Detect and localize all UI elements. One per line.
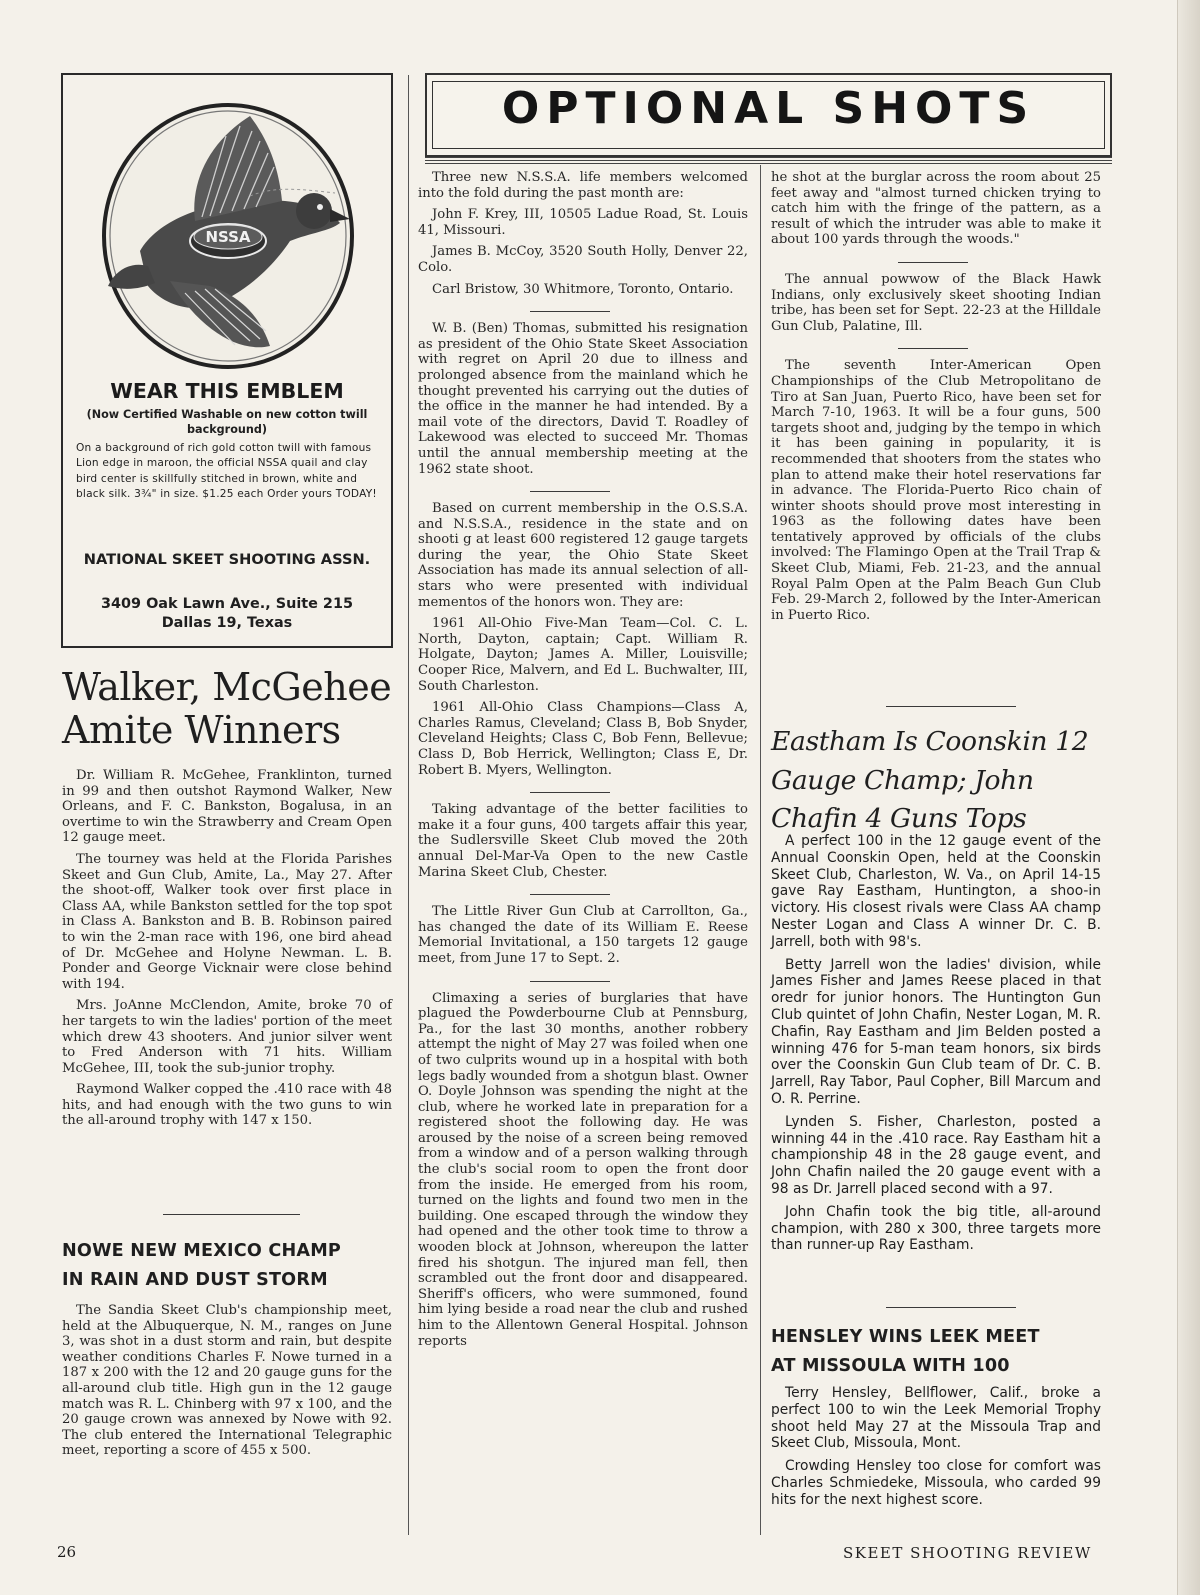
page-edge [1177,0,1200,1595]
divider-wrap [418,483,748,501]
inter-american-item: The seventh Inter-American Open Championships of the Club Metropolitano de Tiro at San Juan, Puerto Rico, have been set for March 7-10, 1963. It will be a four guns, 500 targets shoot and, judging by the tempo in which it has been gaining in popularity, it is recommended that shooters from the states who plan to attend make their hotel reservations far in advance. The Florida-Puerto Rico chain of winter shoots should prove most interesting in 1963 as the following dates have been tentatively approved by officials of the clubs involved: The Flamingo Open at the Trail Trap & Skeet Club, Miami, Feb. 21-23, and the annual Royal Palm Open at the Palm Beach Gun Club Feb. 29-March 2, followed by the Inter-American in Puerto Rico. [771,358,1101,623]
walker-paragraph: The tourney was held at the Florida Parishes Skeet and Gun Club, Amite, La., May 27. After the shoot-off, Walker took over first place in Class AA, while Bankston settled for the top spot in Class A. Bankston and B. B. Robinson paired to win the 2-man race with 196, one bird ahead of Dr. McGehee and Holyne Newman. L. B. Ponder and George Vicknair were close behind with 194. [62,851,392,992]
nowe-headline [62,1237,402,1295]
magazine-name: SKEET SHOOTING REVIEW [843,1544,1092,1562]
ad-title: WEAR THIS EMBLEM [110,379,344,403]
hensley-headline-line1: HENSLEY WINS LEEK MEET [771,1327,1040,1347]
life-member: James B. McCoy, 3520 South Holly, Denver 22, Colo. [418,244,748,275]
eastham-paragraph: Betty Jarrell won the ladies' division, while James Fisher and James Reese placed in that oredr for junior honors. The Huntington Gun Club quintet of John Chafin, Nester Logan, M. R. Chafin, Ray Eastham and Jim Belden posted a winning 476 for 5-man team honors, six birds over the Coonskin Gun Club team of Dr. C. B. Jarrell, Ray Tabor, Paul Copher, Bill Marcum and O. R. Perrine. [771,956,1101,1107]
section-divider [163,1214,300,1215]
optional-shots-banner [425,73,1112,157]
hensley-headline [771,1323,1111,1381]
divider-wrap [418,784,748,802]
item-divider [530,491,610,492]
eastham-paragraph: A perfect 100 in the 12 gauge event of the Annual Coonskin Open, held at the Coonskin Skeet Club, Charleston, W. Va., on April 14-15 gave Ray Eastham, Huntington, a shoo-in victory. His closest rivals were Class AA champ Nester Logan and Class A winner Dr. C. B. Jarrell, both with 98's. [771,833,1101,950]
divider-wrap [418,886,748,904]
item-divider [898,262,968,263]
life-members-intro: Three new N.S.S.A. life members welcomed into the fold during the past month are: [418,170,748,201]
eastham-paragraph: Lynden S. Fisher, Charleston, posted a winning 44 in the .410 race. Ray Eastham hit a championship 48 in the 28 gauge event, and John Chafin nailed the 20 gauge event with a 98 as Dr. Jarrell placed second with a 97. [771,1113,1101,1197]
item-divider [530,894,610,895]
item-divider [530,981,610,982]
black-hawk-item: The annual powwow of the Black Hawk Indians, only exclusively skeet shooting Indian tribe, has been set for Sept. 22-23 at the Hilldale Gun Club, Palatine, Ill. [771,271,1101,334]
item-divider [898,348,968,349]
burglary-item: Climaxing a series of burglaries that have plagued the Powderbourne Club at Pennsburg, Pa., for the last 30 months, another robbery attempt the night of May 27 was foiled when one of two culprits wound up in a hospital with both legs badly wounded from a shotgun blast. Owner O. Doyle Johnson was spending the night at the club, where he worked late in preparation for a registered shoot the following day. He was aroused by the noise of a screen being removed from a window and of a person walking through the club's social room to open the front door from the inside. He emerged from his room, turned on the lights and found two men in the building. One escaped through the window they had opened and the other took time to throw a wooden block at Johnson, whereupon the latter fired his shotgun. The injured man fell, then scrambled out the front door and disappeared. Sheriff's officers, who were summoned, found him lying beside a road near the club and rushed him to the Allentown General Hospital. Johnson reports [418,990,748,1349]
page-number: 26 [57,1543,77,1561]
optional-shots-column-2 [771,170,1101,629]
banner-title: OPTIONAL SHOTS [501,83,1036,134]
allstars-class: 1961 All-Ohio Class Champions—Class A, Charles Ramus, Cleveland; Class B, Bob Snyder, Cleveland Heights; Class C, Bob Fenn, Bellevue; Class D, Bob Herrick, Wellington; Class E, Dr. Robert B. Myers, Wellington. [418,700,748,778]
nowe-headline-line1: NOWE NEW MEXICO CHAMP [62,1241,341,1261]
walker-paragraph: Dr. William R. McGehee, Franklinton, turned in 99 and then outshot Raymond Walker, New Orleans, and F. C. Bankston, Bogalusa, in an overtime to win the Strawberry and Cream Open 12 gauge meet. [62,768,392,846]
divider-wrap [418,303,748,321]
little-river-item: The Little River Gun Club at Carrollton, Ga., has changed the date of its William E. Reese Memorial Invitational, a 150 targets 12 gauge meet, from June 17 to Sept. 2. [418,904,748,966]
walker-article [62,768,392,1135]
banner-rule [425,163,1112,164]
ad-organization: NATIONAL SKEET SHOOTING ASSN. [83,551,371,568]
divider-wrap [418,973,748,991]
divider-wrap [771,340,1101,358]
section-divider [886,706,1016,707]
life-member: John F. Krey, III, 10505 Ladue Road, St. Louis 41, Missouri. [418,207,748,238]
nowe-article [62,1303,392,1465]
optional-shots-column-1 [418,170,748,1355]
walker-paragraph: Raymond Walker copped the .410 race with 48 hits, and had enough with the two guns to win the all-around trophy with 147 x 150. [62,1082,392,1129]
item-divider [530,792,610,793]
nssa-emblem-label: NSSA [205,228,251,246]
banner-rule [425,157,1112,158]
column-rule [760,165,761,1535]
allstars-intro: Based on current membership in the O.S.S.A. and N.S.S.A., residence in the state and on shooti g at least 600 registered 12 gauge targets during the year, the Ohio State Skeet Association has made its annual selection of all-stars who were presented with individual mementos of the honors won. They are: [418,501,748,610]
banner-rule [425,160,1112,161]
ad-address-line2: Dallas 19, Texas [161,615,293,631]
hensley-headline-line2: AT MISSOULA WITH 100 [771,1356,1010,1376]
allstars-team: 1961 All-Ohio Five-Man Team—Col. C. L. North, Dayton, captain; Capt. William R. Holgate, Dayton; James A. Miller, Louisville; Cooper Rice, Malvern, and Ed L. Buchwalter, III, South Charleston. [418,616,748,694]
ad-address-line1: 3409 Oak Lawn Ave., Suite 215 [101,596,353,612]
ad-address [73,595,381,633]
nowe-headline-line2: IN RAIN AND DUST STORM [62,1270,328,1290]
hensley-article [771,1385,1101,1515]
walker-paragraph: Mrs. JoAnne McClendon, Amite, broke 70 of her targets to win the ladies' portion of the meet which drew 43 shooters. And junior silver went to Fred Anderson with 71 hits. William McGehee, III, took the sub-junior trophy. [62,998,392,1076]
thomas-item: W. B. (Ben) Thomas, submitted his resignation as president of the Ohio State Skeet Association with regret on April 20 due to illness and prolonged absence from the mainland which he thought prevented his carrying out the duties of the office in the manner he had intended. By a mail vote of the directors, David T. Roadley of Lakewood was elected to succeed Mr. Thomas until the annual membership meeting at the 1962 state shoot. [418,321,748,477]
nowe-paragraph: The Sandia Skeet Club's championship meet, held at the Albuquerque, N. M., ranges on June 3, was shot in a dust storm and rain, but despite weather conditions Charles F. Nowe turned in a 187 x 200 with the 12 and 20 gauge guns for the all-around club title. High gun in the 12 gauge match was R. L. Chinberg with 97 x 100, and the 20 gauge crown was annexed by Nowe with 92. The club entered the International Telegraphic meet, reporting a score of 455 x 500. [62,1303,392,1459]
emblem-ad [61,73,393,648]
life-member: Carl Bristow, 30 Whitmore, Toronto, Ontario. [432,281,734,297]
item-divider [530,311,610,312]
section-divider [886,1307,1016,1308]
eastham-headline: Eastham Is Coonskin 12 Gauge Champ; John Chafin 4 Guns Tops [771,726,1089,834]
hensley-paragraph: Terry Hensley, Bellflower, Calif., broke a perfect 100 to win the Leek Memorial Trophy shoot held May 27 at the Missoula Trap and Skeet Club, Missoula, Mont. [771,1385,1101,1452]
eastham-article [771,833,1101,1260]
burglary-continued: he shot at the burglar across the room about 25 feet away and "almost turned chicken trying to catch him with the fringe of the pattern, as a result of which the intruder was able to make it about 100 yards through the woods." [771,170,1101,248]
hensley-paragraph: Crowding Hensley too close for comfort was Charles Schmiedeke, Missoula, who carded 99 hits for the next highest score. [771,1458,1101,1508]
banner-rules [425,157,1112,166]
ad-description: On a background of rich gold cotton twill with famous Lion edge in maroon, the official NSSA quail and clay bird center is skillfully stitched in brown, white and black silk. 3¾" in size. $1.25 each Order yours TODAY! [76,442,377,500]
column-rule [408,75,409,1535]
nssa-emblem-image [100,101,356,371]
divider-wrap [771,254,1101,272]
delmarva-item: Taking advantage of the better facilities to make it a four guns, 400 targets affair this year, the Sudlersville Skeet Club moved the 20th annual Del-Mar-Va Open to the new Castle Marina Skeet Club, Chester. [418,802,748,880]
walker-headline: Walker, McGehee Amite Winners [62,665,392,752]
ad-subtitle: (Now Certified Washable on new cotton twill background) [86,408,368,436]
eastham-paragraph: John Chafin took the big title, all-around champion, with 280 x 300, three targets more than runner-up Ray Eastham. [771,1203,1101,1254]
